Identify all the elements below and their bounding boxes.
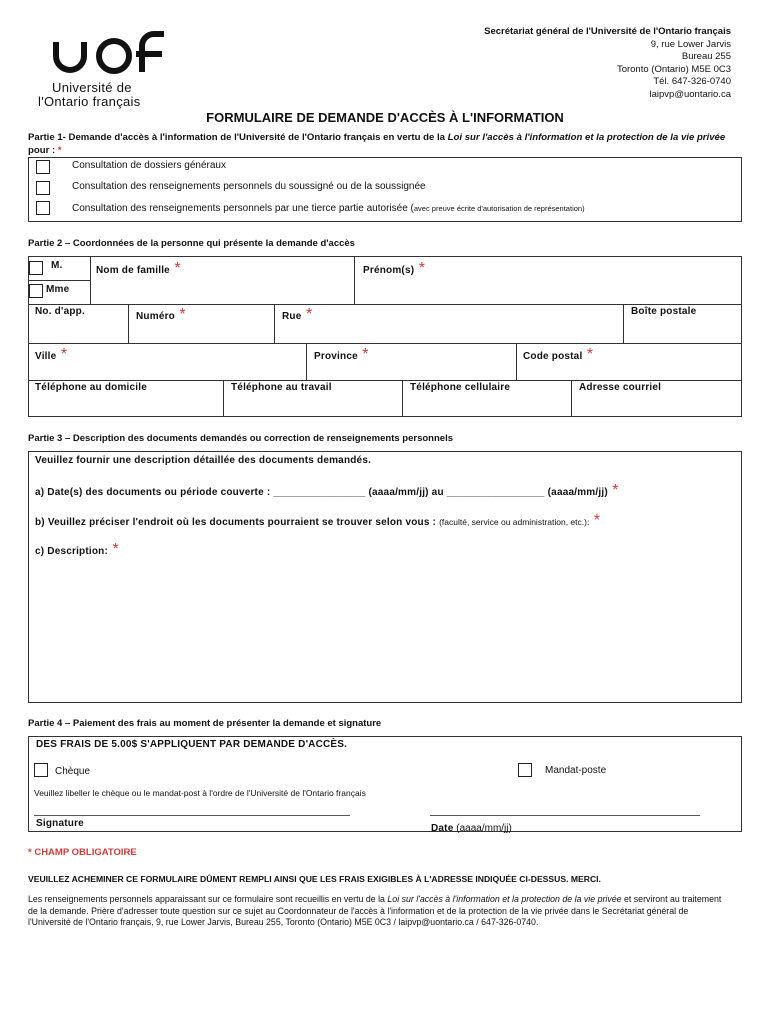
privacy-notice [28, 894, 728, 929]
cheque-checkbox[interactable] [34, 763, 48, 777]
part3-intro: Veuillez fournir une description détaillée des documents demandés. [35, 455, 372, 466]
email-field[interactable]: Adresse courriel [579, 382, 662, 393]
part3-heading: Partie 3 – Description des documents demandés ou correction de renseignements personnels [28, 433, 453, 444]
cell-phone-field[interactable]: Téléphone cellulaire [410, 382, 511, 393]
title-m-label: M. [51, 260, 63, 271]
part4-heading: Partie 4 – Paiement des frais au moment de présenter la demande et signature [28, 718, 382, 729]
grid-line [28, 343, 742, 344]
required-star: * [357, 346, 369, 363]
send-instructions: VEUILLEZ ACHEMINER CE FORMULAIRE DÛMENT REMPLI AINSI QUE LES FRAIS EXIGIBLES À L'ADRESSE INDIQUÉE CI-DESSUS. MERCI. [28, 874, 601, 884]
date-range-text: a) Date(s) des documents ou période couverte : ________________ (aaaa/mm/jj) au _________________ (aaaa/mm/jj) [35, 487, 608, 498]
address-line: 9, rue Lower Jarvis [650, 38, 731, 50]
required-star: * [57, 145, 62, 156]
city-field[interactable] [35, 346, 67, 364]
location-line[interactable] [35, 512, 600, 530]
home-phone-field[interactable]: Téléphone au domicile [35, 382, 147, 393]
required-star: * [301, 306, 313, 323]
required-star: * [414, 260, 425, 277]
title-mme-checkbox[interactable] [29, 284, 43, 298]
province-label: Province [314, 351, 358, 362]
location-note: (faculté, service ou administration, etc.): [439, 517, 590, 527]
street-field[interactable] [282, 306, 312, 324]
grid-line [516, 343, 517, 380]
first-name-label: Prénom(s) [363, 265, 415, 276]
apartment-field[interactable]: No. d'app. [35, 306, 85, 317]
part2-heading: Partie 2 – Coordonnées de la personne qui présente la demande d'accès [28, 238, 355, 249]
part1-heading-text: Partie 1- Demande d'accès à l'information de l'Université de l'Ontario français en vertu de la [28, 132, 448, 143]
city-label: Ville [35, 351, 57, 362]
option-third-party-label [72, 203, 585, 214]
part1-law-title: Loi sur l'accès à l'information et la protection de la vie privée [447, 132, 726, 143]
uof-logo-mark [50, 28, 170, 78]
payable-note: Veuillez libeller le chèque ou le mandat-post à l'ordre de l'Université de l'Ontario français [34, 788, 366, 798]
required-star: * [174, 306, 186, 323]
required-star: * [56, 346, 68, 363]
university-logo [36, 28, 176, 112]
grid-line [28, 304, 742, 305]
address-block [484, 26, 731, 102]
description-label: c) Description: [35, 546, 109, 557]
date-field-label [431, 818, 512, 836]
date-label: Date [431, 823, 454, 834]
title-m-checkbox[interactable] [29, 261, 43, 275]
grid-line [274, 304, 275, 343]
signature-line[interactable] [34, 815, 350, 816]
province-field[interactable] [314, 346, 369, 364]
street-number-field[interactable] [136, 306, 186, 324]
privacy-text-1: Les renseignements personnels apparaissant sur ce formulaire sont recueillis en vertu de la [28, 894, 388, 904]
address-line: Bureau 255 [681, 51, 731, 63]
logo-name-line1: Université de [52, 80, 132, 95]
fees-notice: DES FRAIS DE 5.00$ S'APPLIQUENT PAR DEMANDE D'ACCÈS. [36, 739, 348, 750]
postal-code-field[interactable] [523, 346, 593, 364]
first-name-field[interactable] [363, 260, 425, 278]
option-general-label: Consultation de dossiers généraux [72, 160, 226, 171]
required-star: * [589, 512, 600, 529]
grid-line [28, 280, 90, 281]
street-number-label: Numéro [136, 311, 175, 322]
grid-line [402, 380, 403, 417]
address-line: Secrétariat général de l'Université de l'Ontario français [484, 26, 731, 37]
grid-line [128, 304, 129, 343]
street-label: Rue [282, 311, 302, 322]
required-star: * [607, 482, 619, 499]
option-personal-label: Consultation des renseignements personnels du soussigné ou de la soussignée [72, 181, 426, 192]
required-star: * [169, 260, 181, 277]
privacy-law-title: Loi sur l'accès à l'information et la protection de la vie privée [387, 894, 622, 904]
grid-line [623, 304, 624, 343]
date-line[interactable] [430, 815, 700, 816]
form-title: FORMULAIRE DE DEMANDE D'ACCÈS À L'INFORMATION [206, 110, 564, 125]
part1-heading-suffix: pour : [28, 145, 58, 156]
option-general-checkbox[interactable] [36, 160, 50, 174]
last-name-label: Nom de famille [96, 265, 170, 276]
address-line: Tél. 647-326-0740 [653, 76, 731, 88]
grid-line [223, 380, 224, 417]
last-name-field[interactable] [96, 260, 181, 278]
grid-line [354, 256, 355, 304]
money-order-checkbox[interactable] [518, 763, 532, 777]
option-third-party-note: avec preuve écrite d'autorisation de représentation) [413, 204, 585, 213]
logo-name-line2: l'Ontario français [38, 94, 141, 109]
required-notice: * CHAMP OBLIGATOIRE [28, 847, 137, 858]
option-third-party-checkbox[interactable] [36, 201, 50, 215]
address-email: laipvp@uontario.ca [649, 88, 731, 100]
description-line[interactable] [35, 541, 119, 559]
required-star: * [582, 346, 594, 363]
title-mme-label: Mme [46, 284, 70, 295]
part1-heading [28, 131, 743, 157]
postal-code-label: Code postal [523, 351, 583, 362]
money-order-label: Mandat-poste [545, 765, 607, 776]
grid-line [28, 380, 742, 381]
privacy-text-2: et serviront au traitement de la demande. Prière d'adresser toute question sur ce sujet au Coordonnateur de l'accès à l'information et de la protection de la vie privée dans le Secrétariat général de l'Université de l'Ontario français, 9, rue Lower Jarvis, Bureau 255, Toronto (Ontario) M5E 0C3 / laipvp@uontario.ca / 647-326-0740. [28, 894, 722, 927]
signature-label: Signature [36, 818, 84, 829]
po-box-field[interactable]: Boîte postale [631, 306, 697, 317]
option-personal-checkbox[interactable] [36, 181, 50, 195]
grid-line [306, 343, 307, 380]
grid-line [571, 380, 572, 417]
part4-payment-box [28, 736, 742, 832]
cheque-label: Chèque [55, 766, 91, 777]
required-star: * [108, 541, 119, 558]
date-format: (aaaa/mm/jj) [453, 823, 512, 834]
work-phone-field[interactable]: Téléphone au travail [231, 382, 332, 393]
option-third-party-text: Consultation des renseignements personnels par une tierce partie autorisée ( [72, 203, 414, 214]
location-text: b) Veuillez préciser l'endroit où les documents pourraient se trouver selon vous : [35, 517, 440, 528]
address-line: Toronto (Ontario) M5E 0C3 [616, 63, 731, 75]
grid-line [90, 256, 91, 304]
date-range-line[interactable] [35, 482, 619, 500]
